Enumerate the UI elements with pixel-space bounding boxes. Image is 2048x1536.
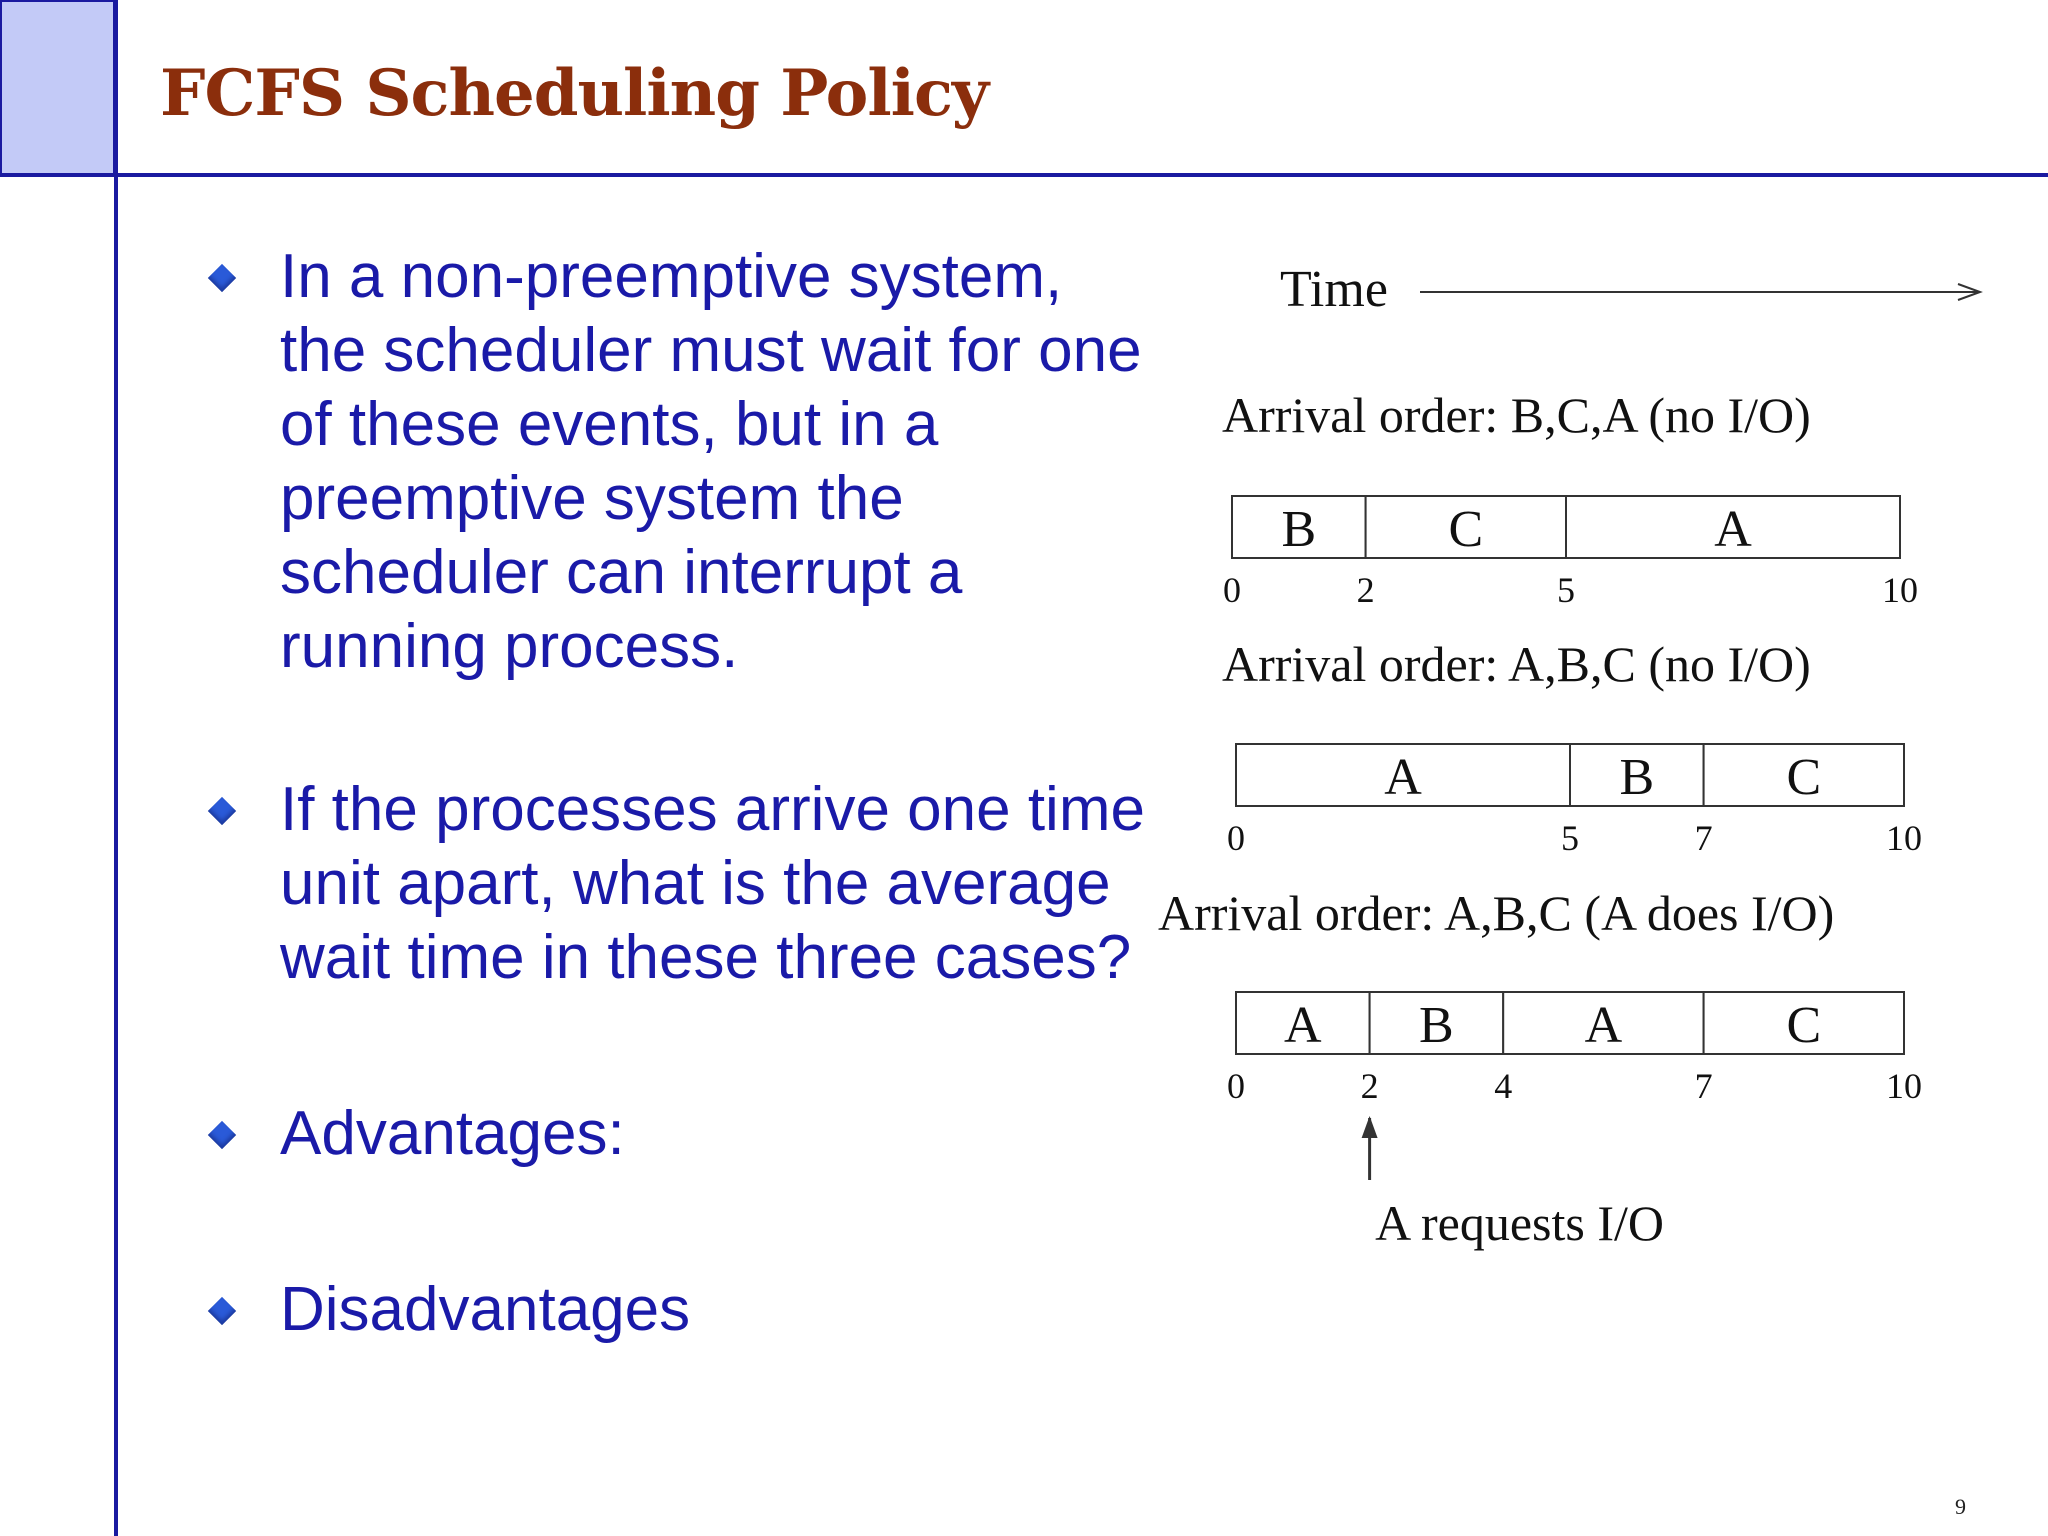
time-axis-label: Time — [1280, 261, 1388, 318]
segment-label: A — [1584, 997, 1623, 1054]
arrival-order-caption: Arrival order: B,C,A (no I/O) — [1222, 387, 1811, 443]
diamond-bullet-icon — [208, 1297, 236, 1325]
bullet-text: Advantages: — [280, 1099, 625, 1168]
io-arrow-head-icon — [1362, 1116, 1378, 1138]
arrival-order-caption: Arrival order: A,B,C (no I/O) — [1222, 636, 1811, 692]
tick-label: 10 — [1886, 818, 1922, 858]
bullet-item — [280, 773, 1160, 995]
tick-label: 0 — [1223, 570, 1241, 610]
segment-label: B — [1281, 501, 1317, 558]
timelines-group — [1158, 387, 1922, 1251]
page-number: 9 — [1955, 1494, 1966, 1519]
tick-label: 5 — [1561, 818, 1579, 858]
vertical-rule — [114, 0, 118, 1536]
diamond-bullet-icon — [208, 797, 236, 825]
tick-label: 7 — [1694, 1066, 1713, 1106]
segment-label: C — [1786, 997, 1822, 1054]
arrival-order-caption: Arrival order: A,B,C (A does I/O) — [1158, 885, 1835, 941]
tick-label: 0 — [1227, 1066, 1245, 1106]
segment-label: A — [1714, 501, 1752, 558]
diamond-bullet-icon — [208, 1121, 236, 1149]
segment-label: A — [1384, 749, 1422, 806]
tick-label: 2 — [1360, 1066, 1379, 1106]
segment-label: C — [1448, 501, 1484, 558]
diamond-bullet-icon — [208, 264, 236, 292]
slide-title: FCFS Scheduling Policy — [160, 56, 989, 131]
bullet-item — [280, 240, 1160, 684]
tick-label: 7 — [1694, 818, 1713, 858]
tick-label: 10 — [1882, 570, 1918, 610]
io-annotation-label: A requests I/O — [1375, 1195, 1665, 1251]
timeline-svg — [1150, 250, 1950, 1250]
bullet-item — [280, 1273, 1160, 1347]
tick-label: 4 — [1494, 1066, 1513, 1106]
bullet-text: Disadvantages — [280, 1275, 691, 1344]
tick-label: 10 — [1886, 1066, 1922, 1106]
tick-label: 0 — [1227, 818, 1245, 858]
title-underline-rule — [0, 173, 2048, 177]
corner-accent-box — [0, 0, 115, 175]
bullet-item — [280, 1097, 1160, 1171]
segment-label: C — [1786, 749, 1822, 806]
fcfs-timeline-diagram — [1150, 250, 1950, 1250]
bullet-text: In a non-preemptive system, the scheduler must wait for one of these events, but in a preemptive system the scheduler can interrupt a running process. — [280, 242, 1142, 681]
segment-label: A — [1284, 997, 1322, 1054]
segment-label: B — [1419, 997, 1454, 1054]
bullet-text: If the processes arrive one time unit apart, what is the average wait time in these three cases? — [280, 775, 1145, 992]
segment-label: B — [1619, 749, 1655, 806]
tick-label: 2 — [1356, 570, 1375, 610]
tick-label: 5 — [1557, 570, 1575, 610]
